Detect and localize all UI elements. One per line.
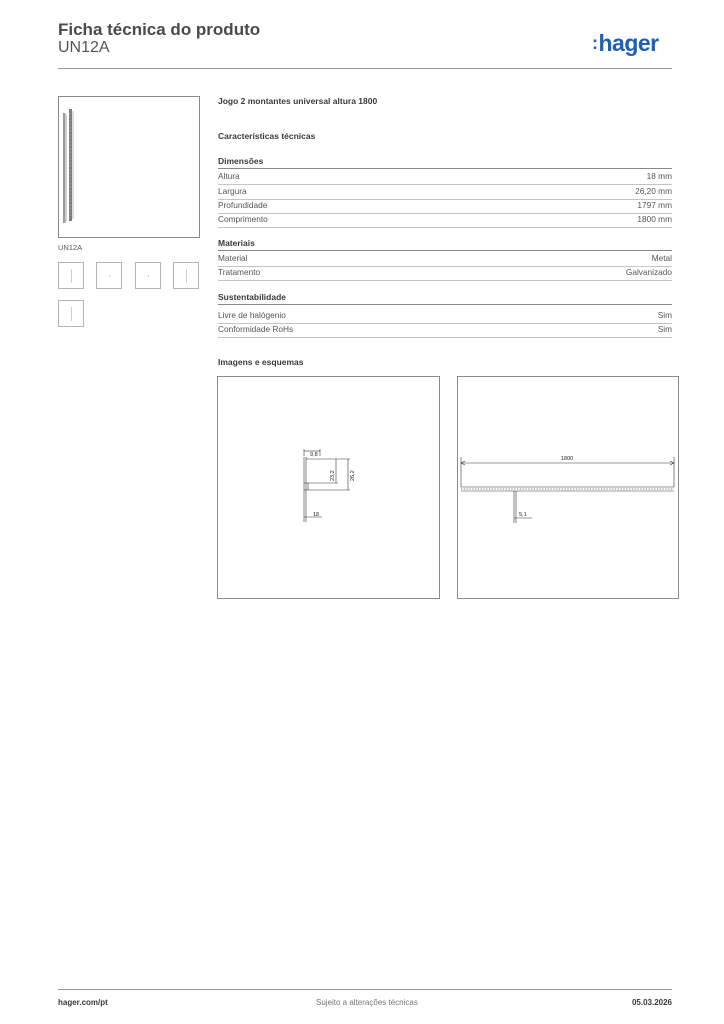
spec-row [218,266,672,281]
thumbnail-5[interactable] [58,300,84,327]
spec-label: Conformidade RoHs [218,324,294,334]
images-heading: Imagens e esquemas [218,357,304,367]
group-title-materials: Materiais [218,238,672,251]
spec-label: Livre de halógenio [218,310,286,320]
spec-label: Profundidade [218,200,268,210]
spec-value: 1797 mm [637,200,672,210]
footer-divider [58,989,672,990]
spec-label: Altura [218,171,240,181]
spec-label: Comprimento [218,214,268,224]
main-image-caption: UN12A [58,243,83,252]
spec-label: Largura [218,186,247,196]
dim-9-8: 9,8 [310,452,318,458]
header-divider [58,68,672,69]
upright-rails-image [59,97,199,237]
dim-26-2: 26,2 [350,470,356,481]
spec-label: Tratamento [218,267,261,277]
cross-section-svg [218,377,439,598]
group-title-sustainability: Sustentabilidade [218,292,672,305]
spec-value: Galvanizado [625,267,672,277]
main-product-image[interactable] [58,96,200,238]
spec-label: Material [218,253,248,263]
group-title-dimensions: Dimensões [218,156,672,169]
hager-logo [592,30,659,57]
dim-18: 18 [313,512,320,518]
thumbnail-1[interactable] [58,262,84,289]
logo-text: hager [598,30,659,56]
spec-row [218,309,672,324]
spec-row [218,252,672,267]
spec-value: Metal [651,253,672,263]
dim-23-2: 23,2 [330,470,336,481]
thumbnail-2[interactable] [96,262,122,289]
dim-1800: 1800 [561,456,574,462]
logo-dots-icon: : [592,33,598,53]
spec-row [218,185,672,200]
footer-note: Sujeito a alterações técnicas [316,998,418,1007]
length-svg [458,377,678,598]
spec-value: Sim [657,324,672,334]
product-name: Jogo 2 montantes universal altura 1800 [218,96,378,106]
technical-characteristics-heading: Características técnicas [218,131,316,141]
cross-section-drawing[interactable] [217,376,440,599]
spec-value: Sim [657,310,672,320]
length-drawing[interactable] [457,376,679,599]
product-code: UN12A [58,39,110,56]
thumbnail-4[interactable] [173,262,199,289]
dim-5-1: 5,1 [519,512,527,518]
footer-date: 05.03.2026 [631,998,672,1007]
spec-row [218,199,672,214]
spec-row [218,170,672,185]
spec-row [218,323,672,338]
spec-value: 26,20 mm [635,186,672,196]
spec-value: 1800 mm [637,214,672,224]
spec-row [218,213,672,228]
thumbnail-3[interactable] [135,262,161,289]
page-title: Ficha técnica do produto [58,20,261,39]
footer-website-link[interactable]: hager.com/pt [58,998,108,1007]
spec-value: 18 mm [646,171,672,181]
